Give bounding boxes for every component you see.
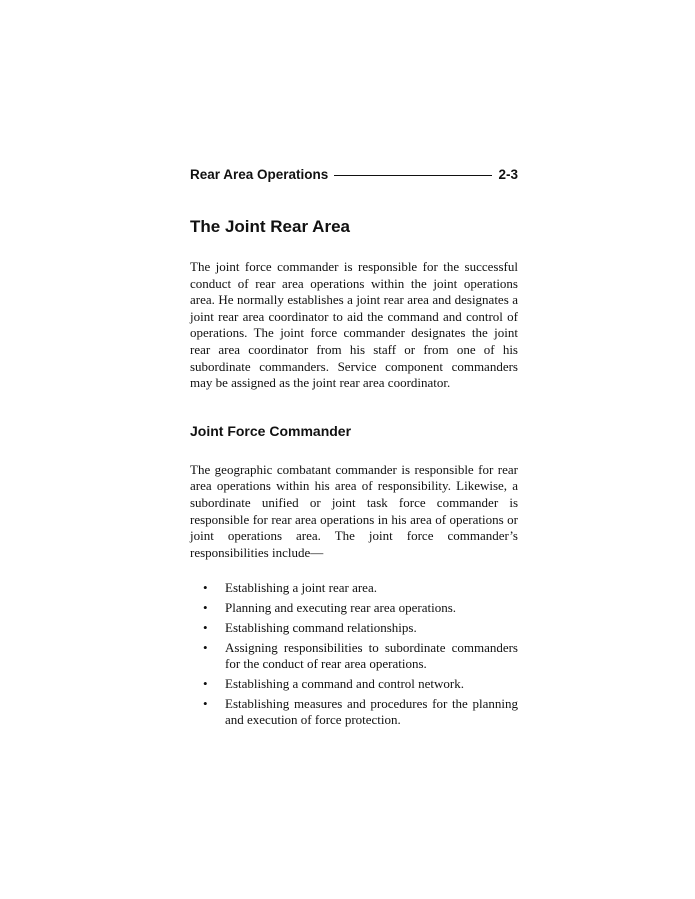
list-item <box>190 696 518 729</box>
section-title: The Joint Rear Area <box>190 217 350 236</box>
bullet-icon: • <box>203 676 208 692</box>
list-item <box>190 640 518 673</box>
page-number: 2-3 <box>498 167 518 182</box>
list-item-text: Establishing measures and procedures for the planning and execution of force protection. <box>225 695 518 728</box>
list-item <box>190 600 518 617</box>
list-item-text: Establishing a command and control network. <box>225 676 465 692</box>
document-page <box>190 166 518 732</box>
list-item-text: Establishing command relationships. <box>225 619 417 635</box>
subsection-title: Joint Force Commander <box>190 422 352 439</box>
header-title: Rear Area Operations <box>190 167 329 182</box>
subsection-paragraph: The geographic combatant commander is responsible for rear area operations within his area of responsibility. Likewise, a subordinate unified or joint task force commander is responsible for rear area operations in his area of operations or joint operations area. The joint force commander’s responsibilities include— <box>190 461 518 560</box>
list-item <box>190 580 518 597</box>
responsibilities-list <box>190 580 518 729</box>
list-item-text: Planning and executing rear area operations. <box>225 600 457 616</box>
list-item <box>190 620 518 637</box>
bullet-icon: • <box>203 580 208 596</box>
running-header <box>190 166 518 184</box>
bullet-icon: • <box>203 695 208 711</box>
bullet-icon: • <box>203 619 208 635</box>
header-rule <box>334 175 492 176</box>
list-item-text: Establishing a joint rear area. <box>225 580 377 596</box>
list-item <box>190 676 518 693</box>
list-item-text: Assigning responsibilities to subordinate commanders for the conduct of rear area operations. <box>225 639 518 672</box>
bullet-icon: • <box>203 639 208 655</box>
bullet-icon: • <box>203 600 208 616</box>
section-paragraph: The joint force commander is responsible for the successful conduct of rear area operations within the joint operations area. He normally establishes a joint rear area and designates a joint rear area coordinator to aid the command and control of operations. The joint force commander designates the joint rear area coordinator from his staff or from one of his subordinate commanders. Service component commanders may be assigned as the joint rear area coordinator. <box>190 259 518 391</box>
